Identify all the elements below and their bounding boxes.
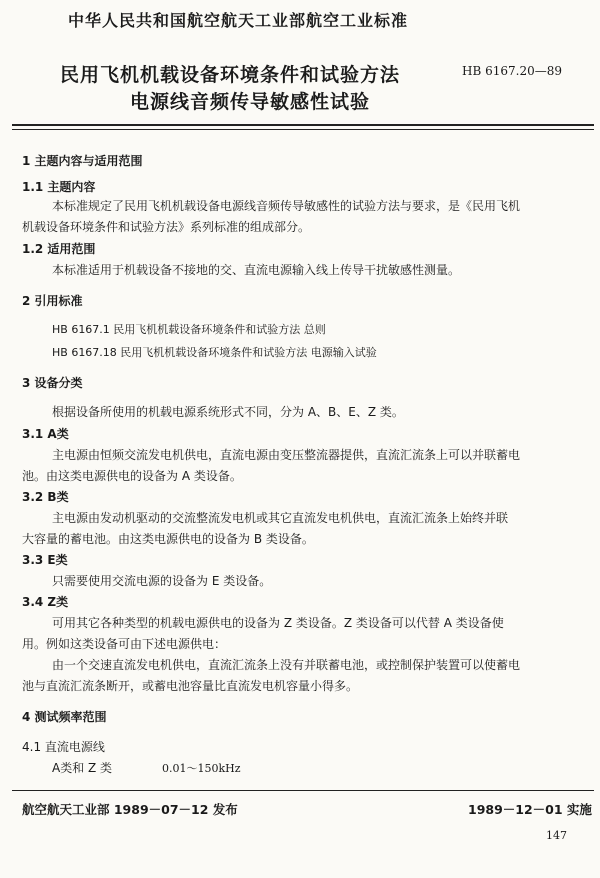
section-3-4-text-line3: 由一个交速直流发电机供电，直流汇流条上没有并联蓄电池，或控制保护装置可以使蓄电 (52, 658, 521, 672)
standard-number: HB 6167.20—89 (462, 64, 562, 78)
page-number: 147 (546, 829, 567, 842)
section-4-1-heading: 4.1 直流电源线 (22, 740, 105, 754)
section-3-1-heading: 3.1 A类 (22, 427, 69, 441)
issuing-organization: 中华人民共和国航空航天工业部航空工业标准 (68, 11, 409, 30)
section-1-1-heading: 1.1 主题内容 (22, 180, 96, 194)
section-3-2-heading: 3.2 B类 (22, 490, 69, 504)
reference-hb6167-18: HB 6167.18 民用飞机机载设备环境条件和试验方法 电源输入试验 (52, 346, 377, 359)
frequency-row-label: A类和 Z 类 (52, 761, 113, 775)
section-1-heading: 1 主题内容与适用范围 (22, 154, 143, 168)
section-3-2-text-line1: 主电源由发动机驱动的交流整流发电机或其它直流发电机供电，直流汇流条上始终并联 (52, 511, 509, 525)
section-3-3-heading: 3.3 E类 (22, 553, 68, 567)
section-1-1-text-line1: 本标准规定了民用飞机机载设备电源线音频传导敏感性的试验方法与要求，是《民用飞机 (52, 199, 521, 213)
section-1-2-text: 本标准适用于机载设备不接地的交、直流电源输入线上传导干扰敏感性测量。 (52, 263, 461, 277)
section-1-2-heading: 1.2 适用范围 (22, 242, 96, 256)
reference-hb6167-1: HB 6167.1 民用飞机机载设备环境条件和试验方法 总则 (52, 323, 326, 336)
section-3-3-text: 只需要使用交流电源的设备为 E 类设备。 (52, 574, 272, 588)
section-2-heading: 2 引用标准 (22, 294, 83, 308)
frequency-row-value: 0.01～150kHz (162, 762, 241, 775)
section-3-heading: 3 设备分类 (22, 376, 83, 390)
section-3-intro: 根据设备所使用的机载电源系统形式不同，分为 A、B、E、Z 类。 (52, 405, 404, 419)
section-3-4-heading: 3.4 Z类 (22, 595, 69, 609)
document-title-line2: 电源线音频传导敏感性试验 (130, 91, 371, 113)
section-3-1-text-line1: 主电源由恒频交流发电机供电，直流电源由变压整流器提供，直流汇流条上可以并联蓄电 (52, 448, 521, 462)
issuer-and-issue-date: 航空航天工业部 1989－07－12 发布 (22, 802, 238, 817)
section-3-1-text-line2: 池。由这类电源供电的设备为 A 类设备。 (22, 469, 242, 483)
section-3-4-text-line2: 用。例如这类设备可由下述电源供电： (22, 637, 227, 651)
header-rule-thick (12, 124, 594, 126)
header-rule-thin (12, 129, 594, 130)
section-3-2-text-line2: 大容量的蓄电池。由这类电源供电的设备为 B 类设备。 (22, 532, 314, 546)
section-4-heading: 4 测试频率范围 (22, 710, 107, 724)
document-title-line1: 民用飞机机载设备环境条件和试验方法 (60, 64, 401, 86)
section-3-4-text-line4: 池与直流汇流条断开，或蓄电池容量比直流发电机容量小得多。 (22, 679, 359, 693)
section-3-4-text-line1: 可用其它各种类型的机载电源供电的设备为 Z 类设备。Z 类设备可以代替 A 类设备使 (52, 616, 504, 630)
footer-rule (12, 790, 594, 791)
section-1-1-text-line2: 机载设备环境条件和试验方法》系列标准的组成部分。 (22, 220, 311, 234)
effective-date: 1989－12－01 实施 (468, 802, 592, 817)
